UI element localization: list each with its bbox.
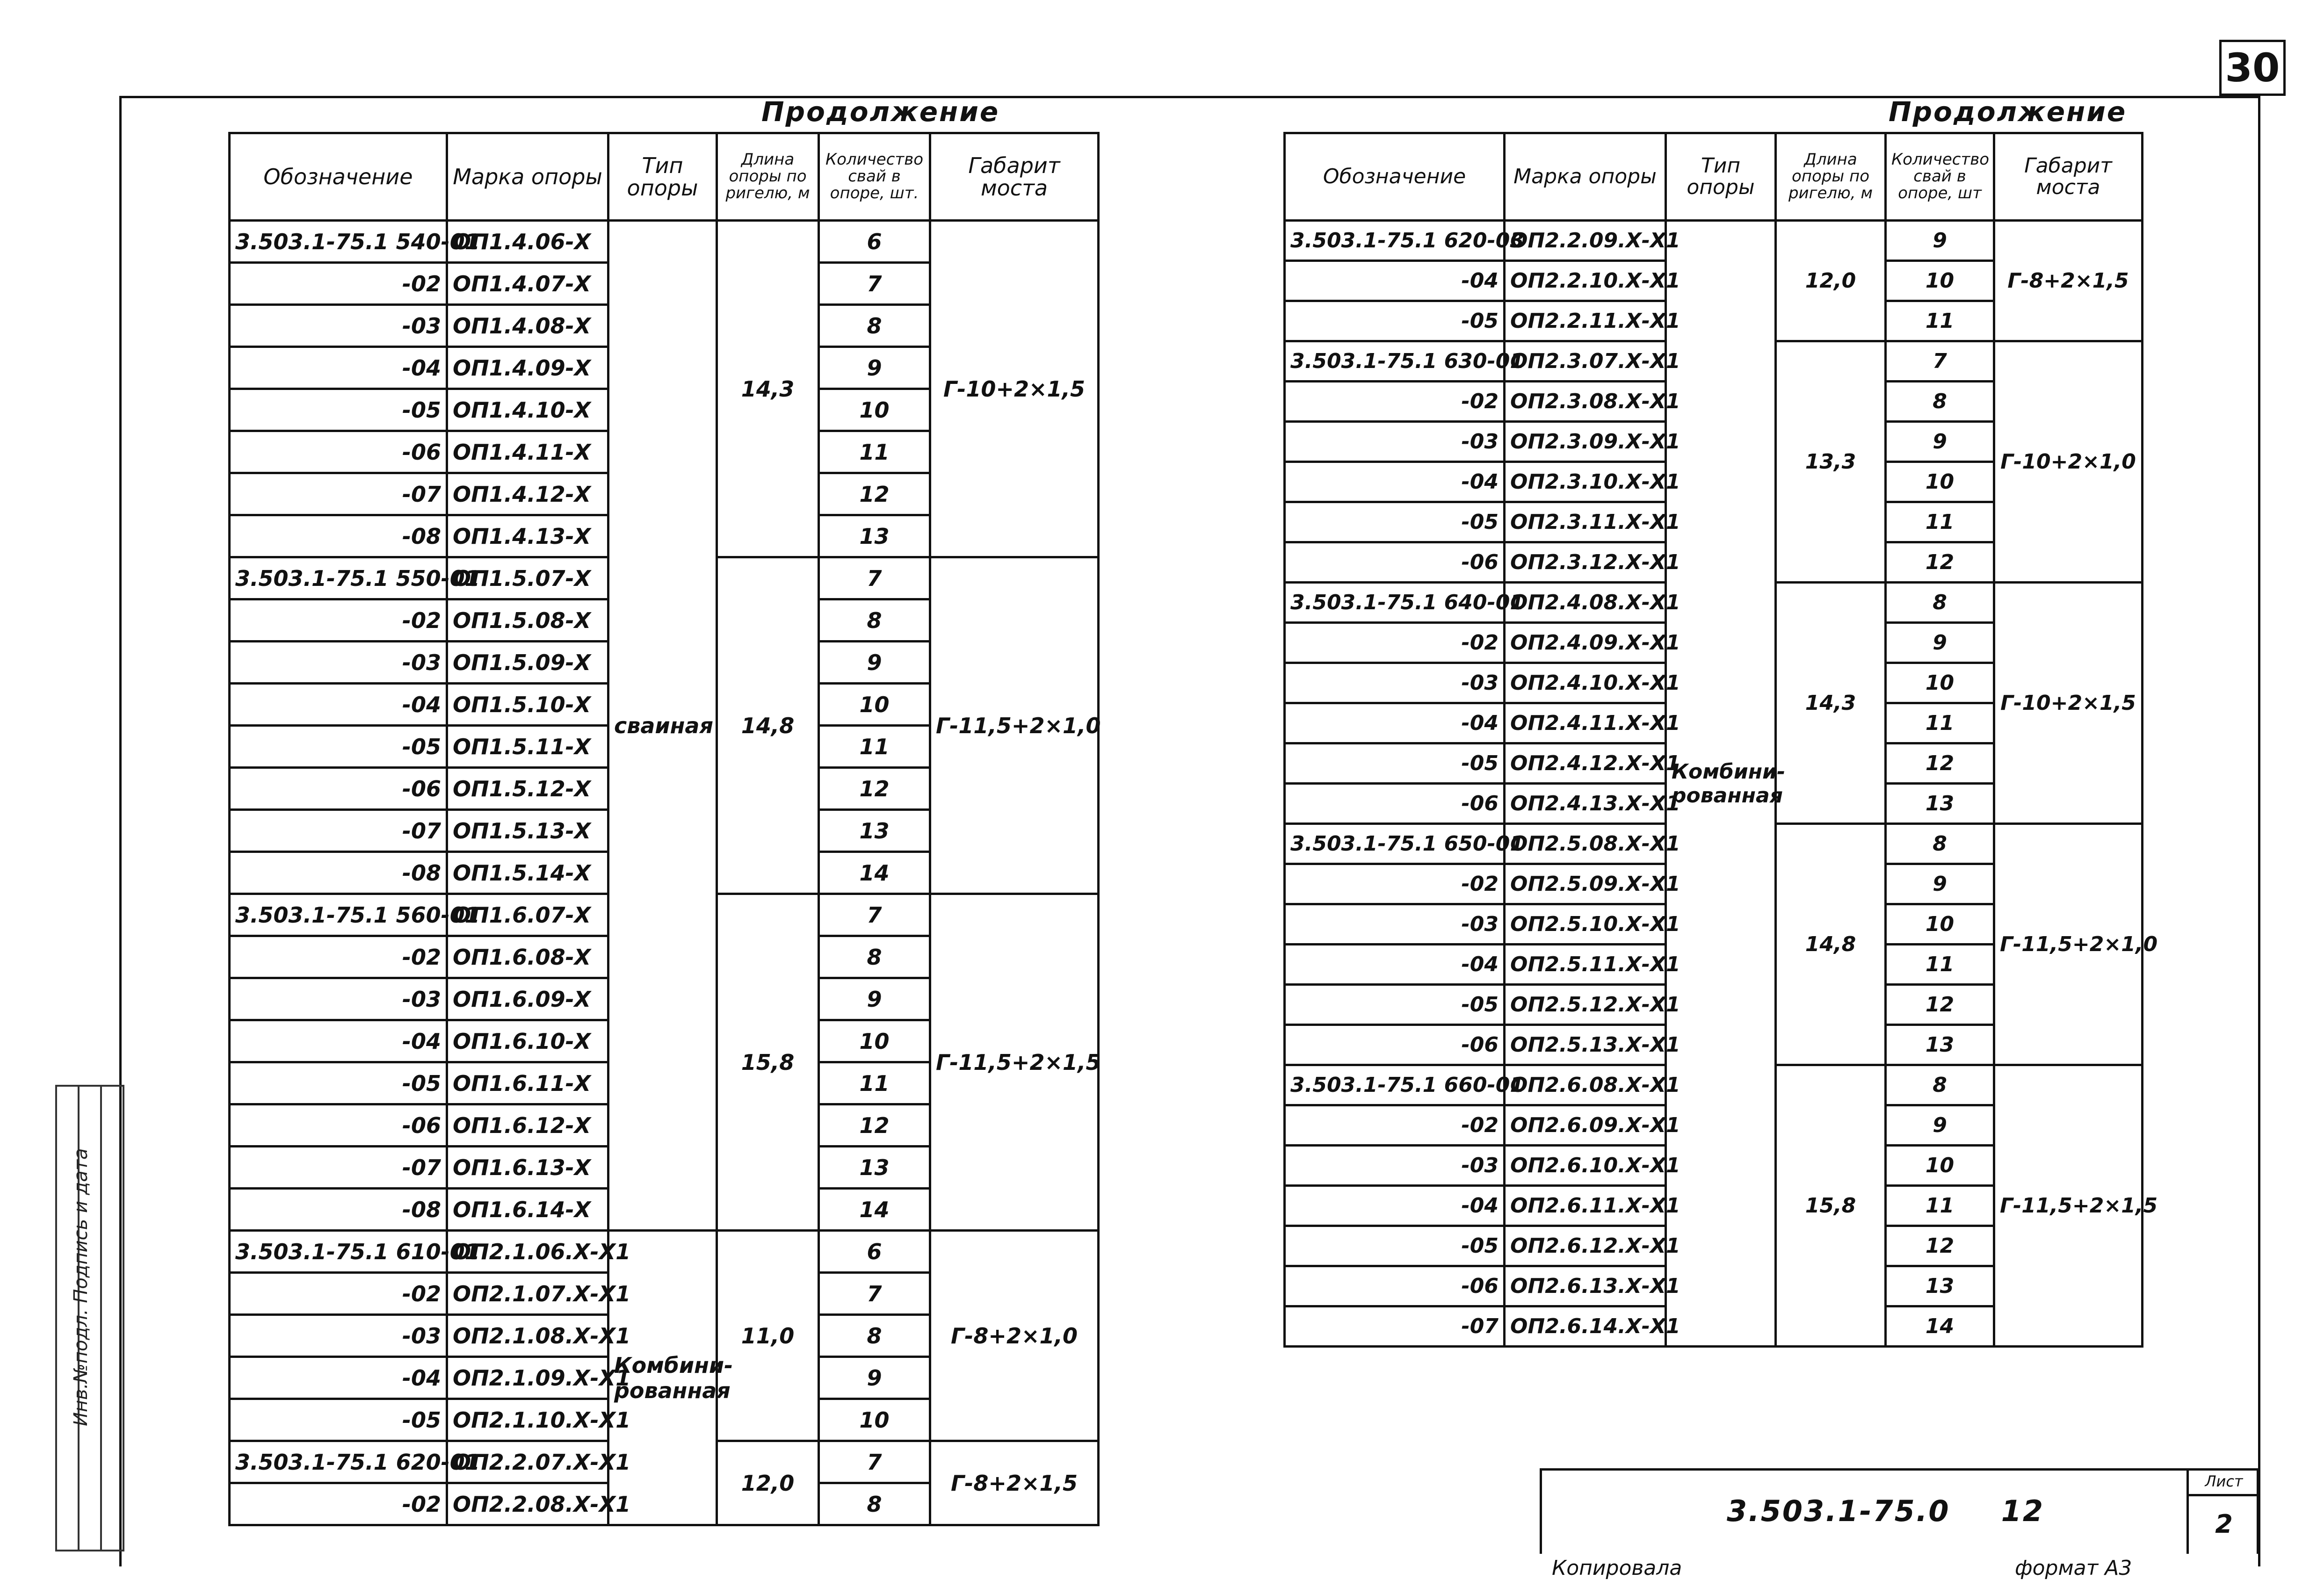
pile-count-cell: 9 <box>1886 422 1994 462</box>
pile-count-cell: 8 <box>819 305 930 347</box>
designation-cell: -07 <box>230 473 447 515</box>
designation-cell: -03 <box>1285 1146 1505 1186</box>
pile-count-cell: 6 <box>819 221 930 263</box>
mark-cell: ОП1.6.13-Х <box>447 1147 608 1189</box>
mark-cell: ОП1.6.09-Х <box>447 978 608 1020</box>
document-code <box>1727 1494 2044 1528</box>
pile-count-cell: 10 <box>819 684 930 726</box>
designation-cell: 3.503.1-75.1 640-01 <box>1285 583 1505 623</box>
mark-cell: ОП2.2.07.Х-Х1 <box>447 1441 608 1483</box>
header-mark: Марка опоры <box>1505 133 1666 221</box>
mark-cell: ОП1.4.07-Х <box>447 263 608 305</box>
pile-count-cell: 13 <box>1886 1266 1994 1306</box>
header-designation: Обозначение <box>230 133 447 221</box>
pile-count-cell: 8 <box>1886 1065 1994 1105</box>
pile-count-cell: 6 <box>819 1231 930 1273</box>
pile-count-cell: 10 <box>1886 904 1994 945</box>
format-note: формат А3 <box>2015 1556 2132 1580</box>
gabarit-cell: Г-10+2×1,0 <box>1994 341 2143 583</box>
designation-cell: -03 <box>230 305 447 347</box>
mark-cell: ОП1.5.13-Х <box>447 810 608 852</box>
pile-count-cell: 12 <box>819 768 930 810</box>
mark-cell: ОП1.4.11-Х <box>447 431 608 473</box>
designation-cell: -06 <box>1285 784 1505 824</box>
left-continuation-title: Продолжение <box>761 96 1000 128</box>
pile-count-cell: 11 <box>1886 502 1994 542</box>
pile-count-cell: 9 <box>819 642 930 684</box>
designation-cell: -05 <box>230 1399 447 1441</box>
designation-cell: -04 <box>1285 1186 1505 1226</box>
mark-cell: ОП2.3.09.Х-Х1 <box>1505 422 1666 462</box>
pile-count-cell: 9 <box>1886 864 1994 904</box>
designation-cell: -05 <box>230 726 447 768</box>
pile-count-cell: 14 <box>819 852 930 894</box>
designation-cell: 3.503.1-75.1 610-01 <box>230 1231 447 1273</box>
designation-cell: -05 <box>1285 502 1505 542</box>
mark-cell: ОП2.5.13.Х-Х1 <box>1505 1025 1666 1065</box>
designation-cell: -02 <box>230 599 447 642</box>
pile-count-cell: 10 <box>819 389 930 431</box>
designation-cell: -06 <box>230 431 447 473</box>
designation-cell: -04 <box>230 684 447 726</box>
pile-count-cell: 13 <box>819 515 930 557</box>
pile-count-cell: 9 <box>1886 221 1994 261</box>
pile-count-cell: 9 <box>1886 1105 1994 1146</box>
mark-cell: ОП1.6.11-Х <box>447 1062 608 1104</box>
designation-cell: -08 <box>230 1189 447 1231</box>
mark-cell: ОП1.5.10-Х <box>447 684 608 726</box>
length-cell: 13,3 <box>1776 341 1886 583</box>
mark-cell: ОП2.6.10.Х-Х1 <box>1505 1146 1666 1186</box>
designation-cell: -02 <box>1285 382 1505 422</box>
pile-count-cell: 11 <box>1886 1186 1994 1226</box>
side-label: Инв.№подл. Подпись и дата <box>70 1148 92 1426</box>
header-gabarit: Габарит моста <box>930 133 1099 221</box>
header-designation: Обозначение <box>1285 133 1505 221</box>
document-number: 12 <box>2001 1494 2044 1528</box>
mark-cell: ОП2.3.11.Х-Х1 <box>1505 502 1666 542</box>
page-number: 30 <box>2219 40 2286 96</box>
pile-count-cell: 13 <box>819 810 930 852</box>
mark-cell: ОП2.1.09.Х-Х1 <box>447 1357 608 1399</box>
sheet-number: 2 <box>2215 1509 2233 1539</box>
designation-cell: -05 <box>1285 985 1505 1025</box>
designation-cell: 3.503.1-75.1 540-01 <box>230 221 447 263</box>
pile-count-cell: 12 <box>819 473 930 515</box>
mark-cell: ОП1.6.07-Х <box>447 894 608 936</box>
mark-cell: ОП2.1.06.Х-Х1 <box>447 1231 608 1273</box>
header-length: Длина опоры по ригелю, м <box>717 133 819 221</box>
mark-cell: ОП2.4.10.Х-Х1 <box>1505 663 1666 703</box>
designation-cell: -04 <box>1285 703 1505 743</box>
designation-cell: 3.503.1-75.1 620-03 <box>1285 221 1505 261</box>
header-pile-count: Количество свай в опоре, шт. <box>819 133 930 221</box>
pile-count-cell: 13 <box>1886 1025 1994 1065</box>
pile-count-cell: 8 <box>819 1315 930 1357</box>
designation-cell: -02 <box>230 263 447 305</box>
header-mark: Марка опоры <box>447 133 608 221</box>
pile-count-cell: 7 <box>819 894 930 936</box>
pile-count-cell: 10 <box>1886 1146 1994 1186</box>
mark-cell: ОП1.5.14-Х <box>447 852 608 894</box>
designation-cell: -04 <box>230 347 447 389</box>
pile-count-cell: 11 <box>819 726 930 768</box>
pile-count-cell: 13 <box>1886 784 1994 824</box>
pile-count-cell: 9 <box>1886 623 1994 663</box>
designation-cell: -07 <box>1285 1306 1505 1347</box>
header-length: Длина опоры по ригелю, м <box>1776 133 1886 221</box>
pile-count-cell: 11 <box>819 1062 930 1104</box>
pile-count-cell: 10 <box>1886 261 1994 301</box>
pile-count-cell: 10 <box>819 1399 930 1441</box>
header-type: Тип опоры <box>608 133 717 221</box>
mark-cell: ОП2.6.14.Х-Х1 <box>1505 1306 1666 1347</box>
mark-cell: ОП2.5.12.Х-Х1 <box>1505 985 1666 1025</box>
mark-cell: ОП2.5.10.Х-Х1 <box>1505 904 1666 945</box>
designation-cell: -03 <box>1285 422 1505 462</box>
designation-cell: -03 <box>230 1315 447 1357</box>
mark-cell: ОП1.5.12-Х <box>447 768 608 810</box>
mark-cell: ОП2.1.10.Х-Х1 <box>447 1399 608 1441</box>
designation-cell: -02 <box>230 1483 447 1525</box>
mark-cell: ОП1.4.12-Х <box>447 473 608 515</box>
type-cell: Комбини-рованная <box>1666 221 1776 1347</box>
designation-cell: -04 <box>1285 261 1505 301</box>
pile-count-cell: 14 <box>1886 1306 1994 1347</box>
designation-cell: -07 <box>230 1147 447 1189</box>
designation-cell: -05 <box>230 1062 447 1104</box>
gabarit-cell: Г-10+2×1,5 <box>930 221 1099 557</box>
length-cell: 12,0 <box>717 1441 819 1525</box>
mark-cell: ОП2.1.08.Х-Х1 <box>447 1315 608 1357</box>
mark-cell: ОП1.5.09-Х <box>447 642 608 684</box>
length-cell: 12,0 <box>1776 221 1886 341</box>
mark-cell: ОП2.3.07.Х-Х1 <box>1505 341 1666 382</box>
designation-cell: -06 <box>230 1104 447 1147</box>
designation-cell: -07 <box>230 810 447 852</box>
designation-cell: -06 <box>1285 542 1505 583</box>
length-cell: 11,0 <box>717 1231 819 1441</box>
pile-count-cell: 12 <box>1886 542 1994 583</box>
mark-cell: ОП2.4.12.Х-Х1 <box>1505 743 1666 784</box>
designation-cell: -08 <box>230 852 447 894</box>
mark-cell: ОП2.2.11.Х-Х1 <box>1505 301 1666 341</box>
designation-cell: -06 <box>1285 1266 1505 1306</box>
mark-cell: ОП1.4.09-Х <box>447 347 608 389</box>
header-type: Тип опоры <box>1666 133 1776 221</box>
length-cell: 15,8 <box>717 894 819 1231</box>
designation-cell: 3.503.1-75.1 620-01 <box>230 1441 447 1483</box>
designation-cell: -04 <box>230 1020 447 1062</box>
table-header-row <box>1285 133 2143 221</box>
designation-cell: 3.503.1-75.1 630-01 <box>1285 341 1505 382</box>
designation-cell: -03 <box>230 978 447 1020</box>
designation-cell: -03 <box>1285 904 1505 945</box>
pile-count-cell: 9 <box>819 347 930 389</box>
right-continuation-title: Продолжение <box>1889 96 2127 128</box>
mark-cell: ОП1.4.08-Х <box>447 305 608 347</box>
pile-count-cell: 9 <box>819 978 930 1020</box>
designation-cell: -05 <box>230 389 447 431</box>
type-cell: Комбини-рованная <box>608 1231 717 1525</box>
pile-count-cell: 11 <box>819 431 930 473</box>
pile-count-cell: 14 <box>819 1189 930 1231</box>
designation-cell: -03 <box>1285 663 1505 703</box>
gabarit-cell: Г-8+2×1,5 <box>930 1441 1099 1525</box>
table-row <box>230 1231 1099 1273</box>
mark-cell: ОП1.6.08-Х <box>447 936 608 978</box>
pile-count-cell: 12 <box>819 1104 930 1147</box>
mark-cell: ОП2.4.11.Х-Х1 <box>1505 703 1666 743</box>
mark-cell: ОП2.5.08.Х-Х1 <box>1505 824 1666 864</box>
gabarit-cell: Г-11,5+2×1,0 <box>1994 824 2143 1065</box>
designation-cell: -02 <box>1285 1105 1505 1146</box>
gabarit-cell: Г-10+2×1,5 <box>1994 583 2143 824</box>
mark-cell: ОП2.6.09.Х-Х1 <box>1505 1105 1666 1146</box>
header-gabarit: Габарит моста <box>1994 133 2143 221</box>
mark-cell: ОП2.3.12.Х-Х1 <box>1505 542 1666 583</box>
mark-cell: ОП1.4.06-Х <box>447 221 608 263</box>
designation-cell: -03 <box>230 642 447 684</box>
gabarit-cell: Г-11,5+2×1,5 <box>930 894 1099 1231</box>
designation-cell: -05 <box>1285 743 1505 784</box>
length-cell: 14,3 <box>717 221 819 557</box>
table-row <box>230 221 1099 263</box>
designation-cell: 3.503.1-75.1 560-01 <box>230 894 447 936</box>
designation-cell: -02 <box>1285 623 1505 663</box>
mark-cell: ОП1.6.14-Х <box>447 1189 608 1231</box>
designation-cell: -04 <box>1285 462 1505 502</box>
pile-count-cell: 8 <box>819 1483 930 1525</box>
pile-count-cell: 8 <box>1886 382 1994 422</box>
mark-cell: ОП2.4.08.Х-Х1 <box>1505 583 1666 623</box>
header-pile-count: Количество свай в опоре, шт <box>1886 133 1994 221</box>
title-block <box>1540 1468 2259 1554</box>
gabarit-cell: Г-11,5+2×1,0 <box>930 557 1099 894</box>
left-spec-table <box>228 132 1100 1526</box>
pile-count-cell: 12 <box>1886 1226 1994 1266</box>
copy-note: Копировала <box>1552 1556 1682 1580</box>
mark-cell: ОП2.2.10.Х-Х1 <box>1505 261 1666 301</box>
pile-count-cell: 12 <box>1886 985 1994 1025</box>
pile-count-cell: 11 <box>1886 703 1994 743</box>
sheet-box <box>2186 1468 2259 1554</box>
mark-cell: ОП2.1.07.Х-Х1 <box>447 1273 608 1315</box>
binding-strip-divider <box>100 1087 102 1550</box>
mark-cell: ОП2.6.11.Х-Х1 <box>1505 1186 1666 1226</box>
gabarit-cell: Г-11,5+2×1,5 <box>1994 1065 2143 1347</box>
mark-cell: ОП1.5.08-Х <box>447 599 608 642</box>
designation-cell: 3.503.1-75.1 550-01 <box>230 557 447 599</box>
pile-count-cell: 10 <box>819 1020 930 1062</box>
mark-cell: ОП2.3.08.Х-Х1 <box>1505 382 1666 422</box>
mark-cell: ОП1.6.10-Х <box>447 1020 608 1062</box>
pile-count-cell: 7 <box>819 557 930 599</box>
mark-cell: ОП2.4.13.Х-Х1 <box>1505 784 1666 824</box>
designation-cell: -06 <box>1285 1025 1505 1065</box>
designation-cell: -04 <box>230 1357 447 1399</box>
mark-cell: ОП2.4.09.Х-Х1 <box>1505 623 1666 663</box>
mark-cell: ОП1.5.07-Х <box>447 557 608 599</box>
designation-cell: -08 <box>230 515 447 557</box>
right-spec-table <box>1283 132 2158 1348</box>
pile-count-cell: 13 <box>819 1147 930 1189</box>
length-cell: 14,8 <box>1776 824 1886 1065</box>
pile-count-cell: 8 <box>1886 824 1994 864</box>
length-cell: 14,3 <box>1776 583 1886 824</box>
pile-count-cell: 12 <box>1886 743 1994 784</box>
pile-count-cell: 7 <box>819 1441 930 1483</box>
pile-count-cell: 7 <box>819 263 930 305</box>
pile-count-cell: 7 <box>1886 341 1994 382</box>
table-header-row <box>230 133 1099 221</box>
designation-cell: -04 <box>1285 945 1505 985</box>
mark-cell: ОП1.4.10-Х <box>447 389 608 431</box>
pile-count-cell: 8 <box>819 599 930 642</box>
pile-count-cell: 10 <box>1886 663 1994 703</box>
mark-cell: ОП1.5.11-Х <box>447 726 608 768</box>
table-row <box>1285 221 2143 261</box>
pile-count-cell: 8 <box>819 936 930 978</box>
pile-count-cell: 9 <box>819 1357 930 1399</box>
pile-count-cell: 10 <box>1886 462 1994 502</box>
mark-cell: ОП2.3.10.Х-Х1 <box>1505 462 1666 502</box>
mark-cell: ОП2.2.08.Х-Х1 <box>447 1483 608 1525</box>
designation-cell: -06 <box>230 768 447 810</box>
mark-cell: ОП2.2.09.Х-Х1 <box>1505 221 1666 261</box>
designation-cell: -05 <box>1285 1226 1505 1266</box>
designation-cell: 3.503.1-75.1 660-01 <box>1285 1065 1505 1105</box>
designation-cell: 3.503.1-75.1 650-01 <box>1285 824 1505 864</box>
designation-cell: -02 <box>230 1273 447 1315</box>
gabarit-cell: Г-8+2×1,5 <box>1994 221 2143 341</box>
length-cell: 14,8 <box>717 557 819 894</box>
gabarit-cell: Г-8+2×1,0 <box>930 1231 1099 1441</box>
pile-count-cell: 11 <box>1886 301 1994 341</box>
designation-cell: -02 <box>230 936 447 978</box>
pile-count-cell: 7 <box>819 1273 930 1315</box>
type-cell: сваиная <box>608 221 717 1231</box>
length-cell: 15,8 <box>1776 1065 1886 1347</box>
mark-cell: ОП1.4.13-Х <box>447 515 608 557</box>
mark-cell: ОП2.5.11.Х-Х1 <box>1505 945 1666 985</box>
mark-cell: ОП2.5.09.Х-Х1 <box>1505 864 1666 904</box>
pile-count-cell: 8 <box>1886 583 1994 623</box>
mark-cell: ОП1.6.12-Х <box>447 1104 608 1147</box>
mark-cell: ОП2.6.12.Х-Х1 <box>1505 1226 1666 1266</box>
designation-cell: -05 <box>1285 301 1505 341</box>
designation-cell: -02 <box>1285 864 1505 904</box>
pile-count-cell: 11 <box>1886 945 1994 985</box>
document-code-value: 3.503.1-75.0 <box>1727 1494 1950 1528</box>
mark-cell: ОП2.6.13.Х-Х1 <box>1505 1266 1666 1306</box>
mark-cell: ОП2.6.08.Х-Х1 <box>1505 1065 1666 1105</box>
sheet-label: Лист <box>2189 1468 2259 1496</box>
